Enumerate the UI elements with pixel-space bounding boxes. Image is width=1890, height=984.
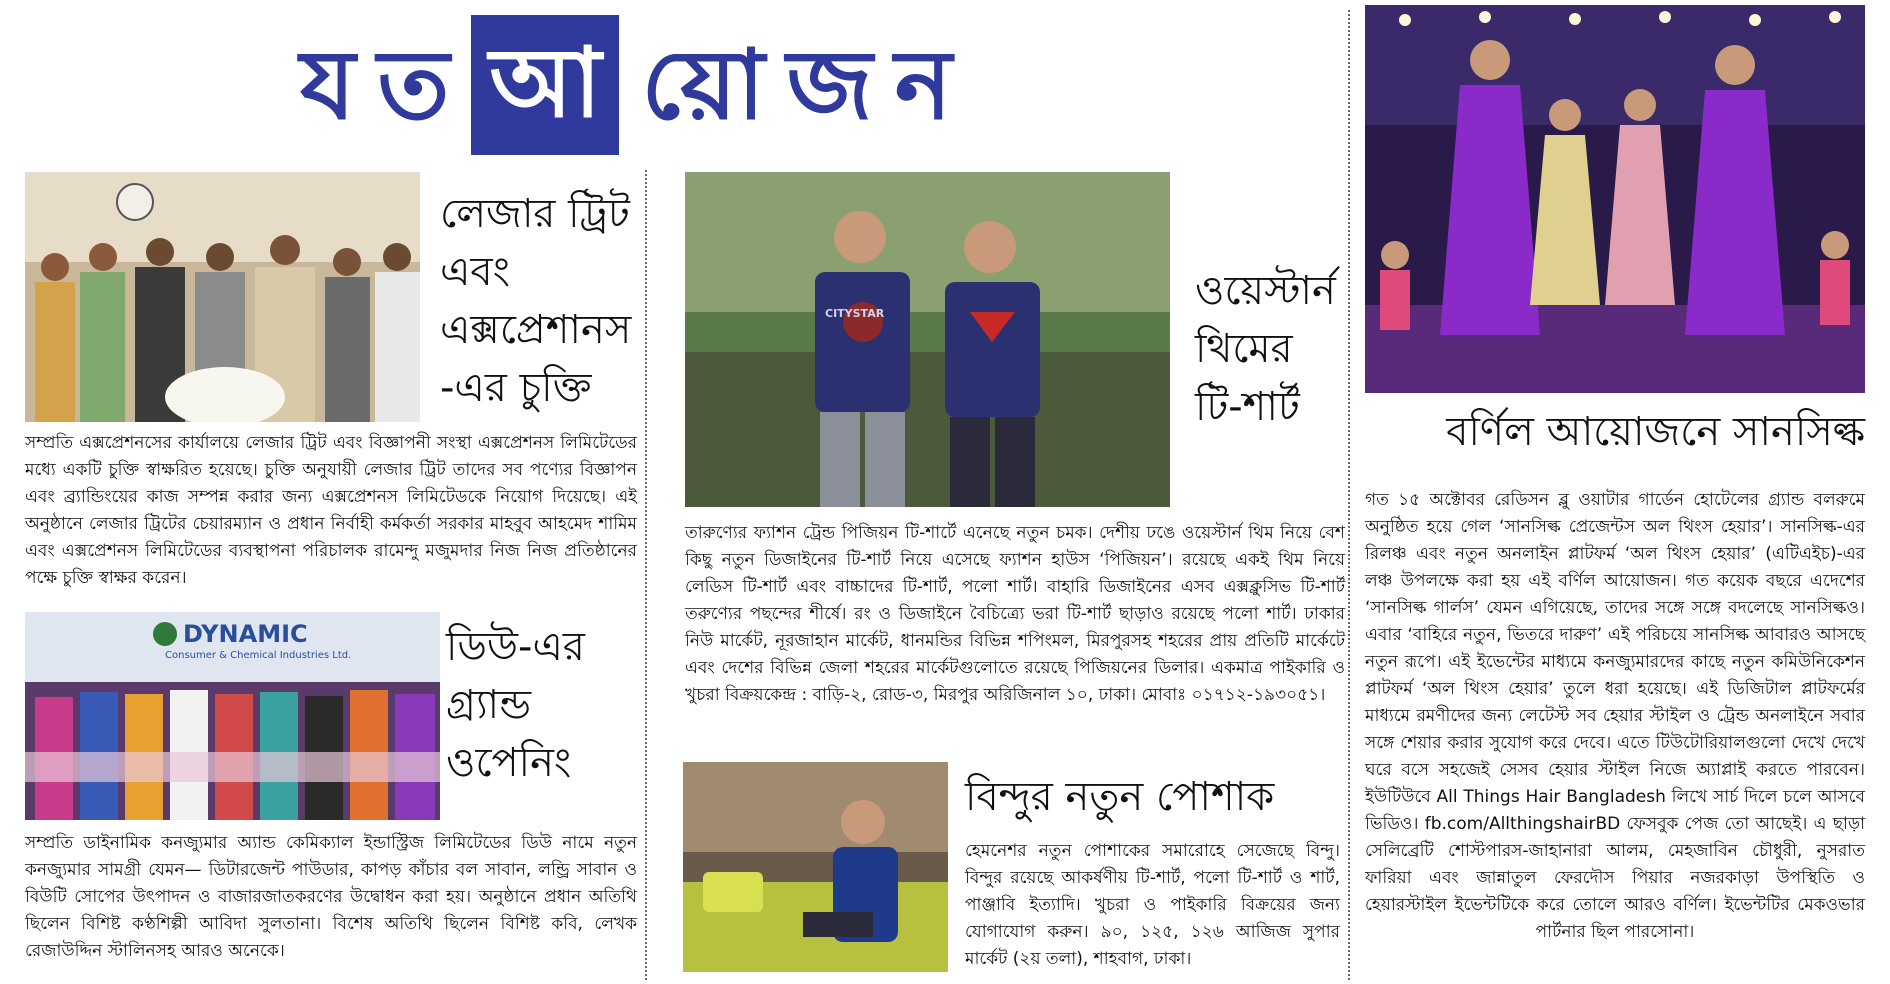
column-rule (645, 170, 647, 980)
tshirt-photo (685, 172, 1170, 507)
masthead (300, 15, 1020, 155)
leisure-treat-body: সম্প্রতি এক্সপ্রেশনসের কার্যালয়ে লেজার ট্রিট এবং বিজ্ঞাপনী সংস্থা এক্সপ্রেশনস লিমিটেডের মধ্যে একটি চুক্তি স্বাক্ষরিত হয়েছে। চুক্তি অনুযায়ী লেজার ট্রিট তাদের সব পণ্যের বিজ্ঞাপন এবং ব্র্যান্ডিংয়ের কাজ সম্পন্ন করার জন্য এক্সপ্রেশনস লিমিটেডকে নিয়োগ দিয়েছে। এই অনুষ্ঠানে লেজার ট্রিটের চেয়ারম্যান ও প্রধান নির্বাহী কর্মকর্তা সরকার মাহবুব আহমেদ শামিম এবং এক্সপ্রেশনস লিমিটেডের ব্যবস্থাপনা পরিচালক রামেন্দু মজুমদার নিজ নিজ প্রতিষ্ঠানের পক্ষে চুক্তি স্বাক্ষর করেন। (25, 433, 637, 588)
tshirt-body: তারুণ্যের ফ্যাশন ট্রেন্ড পিজিয়ন টি-শার্টে এনেছে নতুন চমক। দেশীয় ঢঙে ওয়েস্টার্ন থিম নিয়ে বেশ কিছু নতুন ডিজাইনের টি-শার্ট নিয়ে এসেছে ফ্যাশন হাউস ‘পিজিয়ন’। রয়েছে একই থিম নিয়ে লেডিস টি-শার্ট এবং বাচ্চাদের টি-শার্ট, পলো শার্ট। বাহারি ডিজাইনের এসব এক্সক্লুসিভ টি-শার্ট তরুণ্যের পছন্দের শীর্ষে। রং ও ডিজাইনে বৈচিত্র্যে ভরা টি-শার্ট ছাড়াও রয়েছে পলো শার্ট। ঢাকার নিউ মার্কেট, নূরজাহান মার্কেট, ধানমন্ডির বিভিন্ন শপিংমল, মিরপুরসহ শহরের প্রায় প্রতিটি মার্কেটে এবং দেশের বিভিন্ন জেলা শহরের মার্কেটগুলোতে রয়েছে পিজিয়নের ডিলার। একমাত্র পাইকারি ও খুচরা বিক্রয়কেন্দ্র : বাড়ি-২, রোড-৩, মিরপুর অরিজিনাল ১০, ঢাকা। মোবাঃ ০১৭১২-১৯৩০৫১। (685, 523, 1345, 705)
sunsilk-body: গত ১৫ অক্টোবর রেডিসন ব্লু ওয়াটার গার্ডেন হোটেলের গ্র্যান্ড বলরুমে অনুষ্ঠিত হয়ে গেল ‘সানসিল্ক প্রেজেন্টস অল থিংস হেয়ার’। সানসিল্ক-এর রিলঞ্চ এবং নতুন অনলাইন প্লাটফর্ম ‘অল থিংস হেয়ার’ (এটিএইচ)-এর লঞ্চ উপলক্ষে করা হয় এই বর্ণিল আয়োজন। গত কয়েক বছরে এদেশের ‘সানসিল্ক গার্লস’ যেমন এগিয়েছে, তাদের সঙ্গে সঙ্গে বদলেছে সানসিল্কও। এবার ‘বাহিরে নতুন, ভিতরে দারুণ’ এই পরিচয়ে সানসিল্ক আবারও আসছে নতুন রূপে। এই ইভেন্টের মাধ্যমে কনজ্যুমারদের কাছে নতুন কমিউনিকেশন প্লাটফর্ম ‘অল থিংস হেয়ার’ তুলে ধরা হয়েছে। এই ডিজিটাল প্লাটফর্মের মাধ্যমে রমণীদের জন্য লেটেস্ট সব হেয়ার স্টাইল ও ট্রেন্ড অনলাইনে সবার সঙ্গে শেয়ার করার সুযোগ করে দেবে। এতে টিউটোরিয়ালগুলো দেখে দেখে ঘরে বসে সহজেই সেসব হেয়ার স্টাইল নিজে অ্যাপ্লাই করতে পারবেন। ইউটিউবে All Things Hair Bangladesh লিখে সার্চ দিলে চলে আসবে ভিডিও। fb.com/AllthingshairBD ফেসবুক পেজ তো আছেই। এ ছাড়া সেলিব্রেটি শোস্টপারস-জাহানারা আলম, মেহজাবিন চৌধুরী, নুসরাত ফারিয়া এবং জান্নাতুল ফেরদৌস পিয়ার নজরকাড়া উপস্থিতি ও হেয়ারস্টাইল ইভেন্টটিকে করে তোলে আরও বর্ণিল। ইভেন্টটির মেকওভার পার্টনার ছিল পারসোনা। (1365, 490, 1865, 942)
dew-opening-photo (25, 612, 440, 820)
masthead-letter: য়ো (641, 29, 765, 141)
dew-banner-sub: Consumer & Chemical Industries Ltd. (165, 650, 352, 661)
masthead-letter: জ (786, 29, 873, 141)
masthead-letter: ন (894, 29, 952, 141)
tshirt-print-text: CITYSTAR (825, 307, 885, 320)
leisure-treat-title: লেজার ট্রিট এবং এক্সপ্রেশানস -এর চুক্তি (440, 191, 632, 411)
bindu-photo (683, 762, 948, 972)
sunsilk-event-photo (1365, 5, 1865, 393)
masthead-letter: ত (377, 29, 450, 141)
sunsilk-title: বর্ণিল আয়োজনে সানসিল্ক (1446, 409, 1865, 455)
leisure-treat-photo (25, 172, 420, 422)
dew-banner-text: DYNAMIC (183, 620, 308, 648)
bindu-title: বিন্দুর নতুন পোশাক (965, 774, 1275, 820)
dew-opening-body: সম্প্রতি ডাইনামিক কনজ্যুমার অ্যান্ড কেমিক্যাল ইন্ডাস্ট্রিজ লিমিটেডের ডিউ নামে নতুন কনজ্যুমার সামগ্রী যেমন— ডিটারজেন্ট পাউডার, কাপড় কাঁচার বল সাবান, লন্ড্রি সাবান ও বিউটি সোপের উৎপাদন ও বাজারজাতকরণের উদ্বোধন করা হয়। অনুষ্ঠানে প্রধান অতিথি ছিলেন বিশিষ্ট কণ্ঠশিল্পী আবিদা সুলতানা। বিশেষ অতিথি ছিলেন বিশিষ্ট কবি, লেখক রেজাউদ্দিন স্টালিনসহ আরও অনেকে। (25, 833, 637, 961)
dew-opening-title: ডিউ-এর গ্র্যান্ড ওপেনিং (446, 624, 585, 786)
column-rule (1348, 10, 1350, 980)
tshirt-title: ওয়েস্টার্ন থিমের টি-শার্ট (1195, 268, 1336, 430)
masthead-letter: য (300, 29, 356, 141)
masthead-highlight-letter: আ (471, 15, 619, 155)
bindu-body: হেমনেশর নতুন পোশাকের সমারোহে সেজেছে বিন্দু। বিন্দুর রয়েছে আকর্ষণীয় টি-শার্ট, পলো টি-শার্ট ও শার্ট, পাঞ্জাবি ইত্যাদি। খুচরা ও পাইকারি বিক্রয়ের জন্য যোগাযোগ করুন। ৯০, ১২৫, ১২৬ আজিজ সুপার মার্কেট (২য় তলা), শাহবাগ, ঢাকা। (965, 841, 1340, 969)
